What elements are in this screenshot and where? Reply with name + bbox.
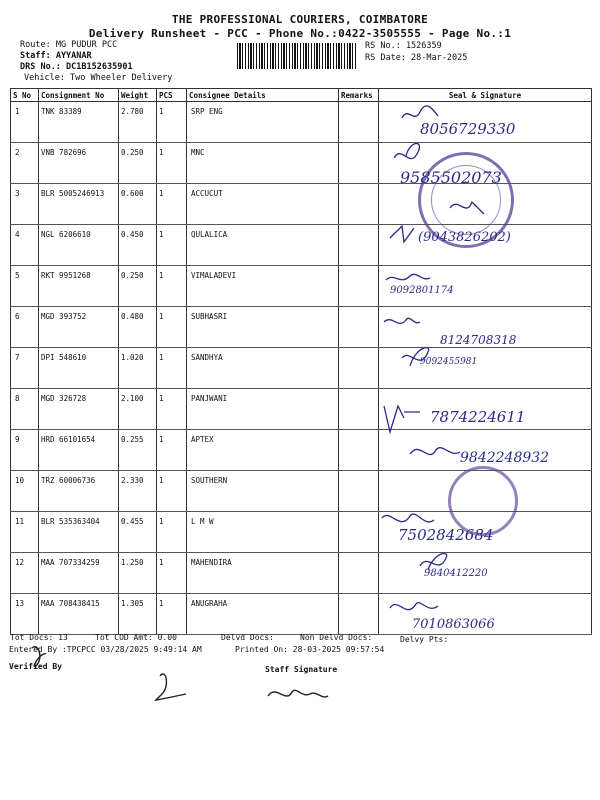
rs-number: RS No.: 1526359: [365, 41, 442, 51]
handwritten-phone: 9842248932: [460, 450, 550, 466]
row-sno: 4: [11, 225, 39, 266]
printed-on: Printed On: 28-03-2025 09:57:54: [235, 645, 385, 654]
row-remarks: [339, 553, 379, 594]
row-weight: 2.100: [119, 389, 157, 430]
row-remarks: [339, 430, 379, 471]
col-weight: Weight: [119, 89, 157, 102]
row-sno: 3: [11, 184, 39, 225]
row-sno: 7: [11, 348, 39, 389]
row-consignment: MAA 707334259: [39, 553, 119, 594]
row-consignment: MGD 326728: [39, 389, 119, 430]
row-pcs: 1: [157, 225, 187, 266]
row-pcs: 1: [157, 102, 187, 143]
row-weight: 0.480: [119, 307, 157, 348]
row-pcs: 1: [157, 471, 187, 512]
row-remarks: [339, 594, 379, 635]
row-remarks: [339, 348, 379, 389]
col-sno: S No: [11, 89, 39, 102]
staff-label: Staff: AYYANAR: [20, 51, 92, 61]
row-consignment: MGD 393752: [39, 307, 119, 348]
row-sno: 6: [11, 307, 39, 348]
handwritten-phone: (9043826202): [418, 230, 511, 245]
col-pcs: PCS: [157, 89, 187, 102]
row-consignment: RKT 9951268: [39, 266, 119, 307]
row-weight: 0.250: [119, 143, 157, 184]
row-remarks: [339, 266, 379, 307]
row-weight: 0.600: [119, 184, 157, 225]
row-weight: 1.305: [119, 594, 157, 635]
row-sno: 5: [11, 266, 39, 307]
delivery-points: Delvy Pts:: [400, 635, 449, 644]
row-consignee: QULALICA: [187, 225, 339, 266]
row-consignee: ANUGRAHA: [187, 594, 339, 635]
row-consignee: SRP ENG: [187, 102, 339, 143]
row-consignee: SUBHASRI: [187, 307, 339, 348]
total-cod-amount: Tot COD Amt: 0.00: [95, 633, 177, 642]
row-consignment: VNB 782696: [39, 143, 119, 184]
row-weight: 0.455: [119, 512, 157, 553]
row-sno: 8: [11, 389, 39, 430]
row-sno: 9: [11, 430, 39, 471]
col-seal-signature: Seal & Signature: [379, 89, 592, 102]
row-sno: 10: [11, 471, 39, 512]
row-consignee: APTEX: [187, 430, 339, 471]
row-weight: 0.250: [119, 266, 157, 307]
handwritten-phone: 7502842684: [398, 526, 494, 544]
row-consignee: L M W: [187, 512, 339, 553]
handwritten-phone: 7010863066: [412, 617, 495, 632]
row-remarks: [339, 307, 379, 348]
row-consignment: DPI 548610: [39, 348, 119, 389]
row-consignment: HRD 66101654: [39, 430, 119, 471]
verified-by-label: Verified By: [9, 662, 62, 671]
row-consignee: ACCUCUT: [187, 184, 339, 225]
row-remarks: [339, 143, 379, 184]
runsheet-subtitle: Delivery Runsheet - PCC - Phone No.:0422-3505555 - Page No.:1: [88, 27, 512, 40]
handwritten-phone: 9092455981: [420, 357, 478, 367]
row-consignee: PANJWANI: [187, 389, 339, 430]
row-pcs: 1: [157, 512, 187, 553]
row-consignment: MAA 708438415: [39, 594, 119, 635]
row-remarks: [339, 102, 379, 143]
row-consignee: SOUTHERN: [187, 471, 339, 512]
row-pcs: 1: [157, 430, 187, 471]
row-remarks: [339, 225, 379, 266]
handwritten-phone: 9840412220: [424, 568, 488, 579]
handwritten-phone: 9092801174: [390, 285, 454, 296]
row-sno: 11: [11, 512, 39, 553]
row-consignee: SANDHYA: [187, 348, 339, 389]
footer-signatures: [10, 640, 350, 720]
handwritten-phone: 8056729330: [420, 120, 516, 138]
row-pcs: 1: [157, 348, 187, 389]
non-delivered-docs: Non Delvd Docs:: [300, 633, 373, 642]
row-consignment: TRZ 60006736: [39, 471, 119, 512]
row-sno: 12: [11, 553, 39, 594]
row-consignee: MNC: [187, 143, 339, 184]
row-consignment: BLR 5005246913: [39, 184, 119, 225]
col-remarks: Remarks: [339, 89, 379, 102]
row-weight: 0.255: [119, 430, 157, 471]
row-sno: 13: [11, 594, 39, 635]
row-sno: 2: [11, 143, 39, 184]
row-remarks: [339, 184, 379, 225]
barcode-image: [237, 43, 357, 69]
row-pcs: 1: [157, 184, 187, 225]
route-label: Route: MG PUDUR PCC: [20, 40, 118, 50]
row-remarks: [339, 512, 379, 553]
row-pcs: 1: [157, 389, 187, 430]
row-weight: 0.450: [119, 225, 157, 266]
row-consignment: TNK 83389: [39, 102, 119, 143]
entered-by: Entered By :TPCPCC 03/28/2025 9:49:14 AM: [9, 645, 202, 654]
col-consignee: Consignee Details: [187, 89, 339, 102]
row-consignee: MAHENDIRA: [187, 553, 339, 594]
row-consignment: BLR 535363404: [39, 512, 119, 553]
row-pcs: 1: [157, 594, 187, 635]
handwritten-phone: 8124708318: [440, 333, 517, 347]
row-weight: 1.250: [119, 553, 157, 594]
row-remarks: [339, 389, 379, 430]
drs-number: DRS No.: DC1B152635901: [20, 62, 133, 72]
row-pcs: 1: [157, 307, 187, 348]
row-consignee: VIMALADEVI: [187, 266, 339, 307]
rs-date: RS Date: 28-Mar-2025: [365, 53, 468, 63]
col-consignment: Consignment No: [39, 89, 119, 102]
vehicle-label: Vehicle: Two Wheeler Delivery: [24, 73, 173, 83]
staff-signature-label: Staff Signature: [265, 665, 338, 674]
row-pcs: 1: [157, 553, 187, 594]
row-pcs: 1: [157, 266, 187, 307]
row-consignment: NGL 6206610: [39, 225, 119, 266]
row-pcs: 1: [157, 143, 187, 184]
handwritten-phone: 7874224611: [430, 408, 526, 426]
row-weight: 2.780: [119, 102, 157, 143]
row-sno: 1: [11, 102, 39, 143]
row-weight: 1.020: [119, 348, 157, 389]
delivered-docs: Delvd Docs:: [221, 633, 274, 642]
row-weight: 2.330: [119, 471, 157, 512]
handwritten-phone: 9585502073: [400, 168, 502, 187]
company-title: THE PROFESSIONAL COURIERS, COIMBATORE: [171, 13, 429, 26]
signature-scribbles: [380, 100, 600, 640]
row-remarks: [339, 471, 379, 512]
total-docs: Tot Docs: 13: [10, 633, 68, 642]
